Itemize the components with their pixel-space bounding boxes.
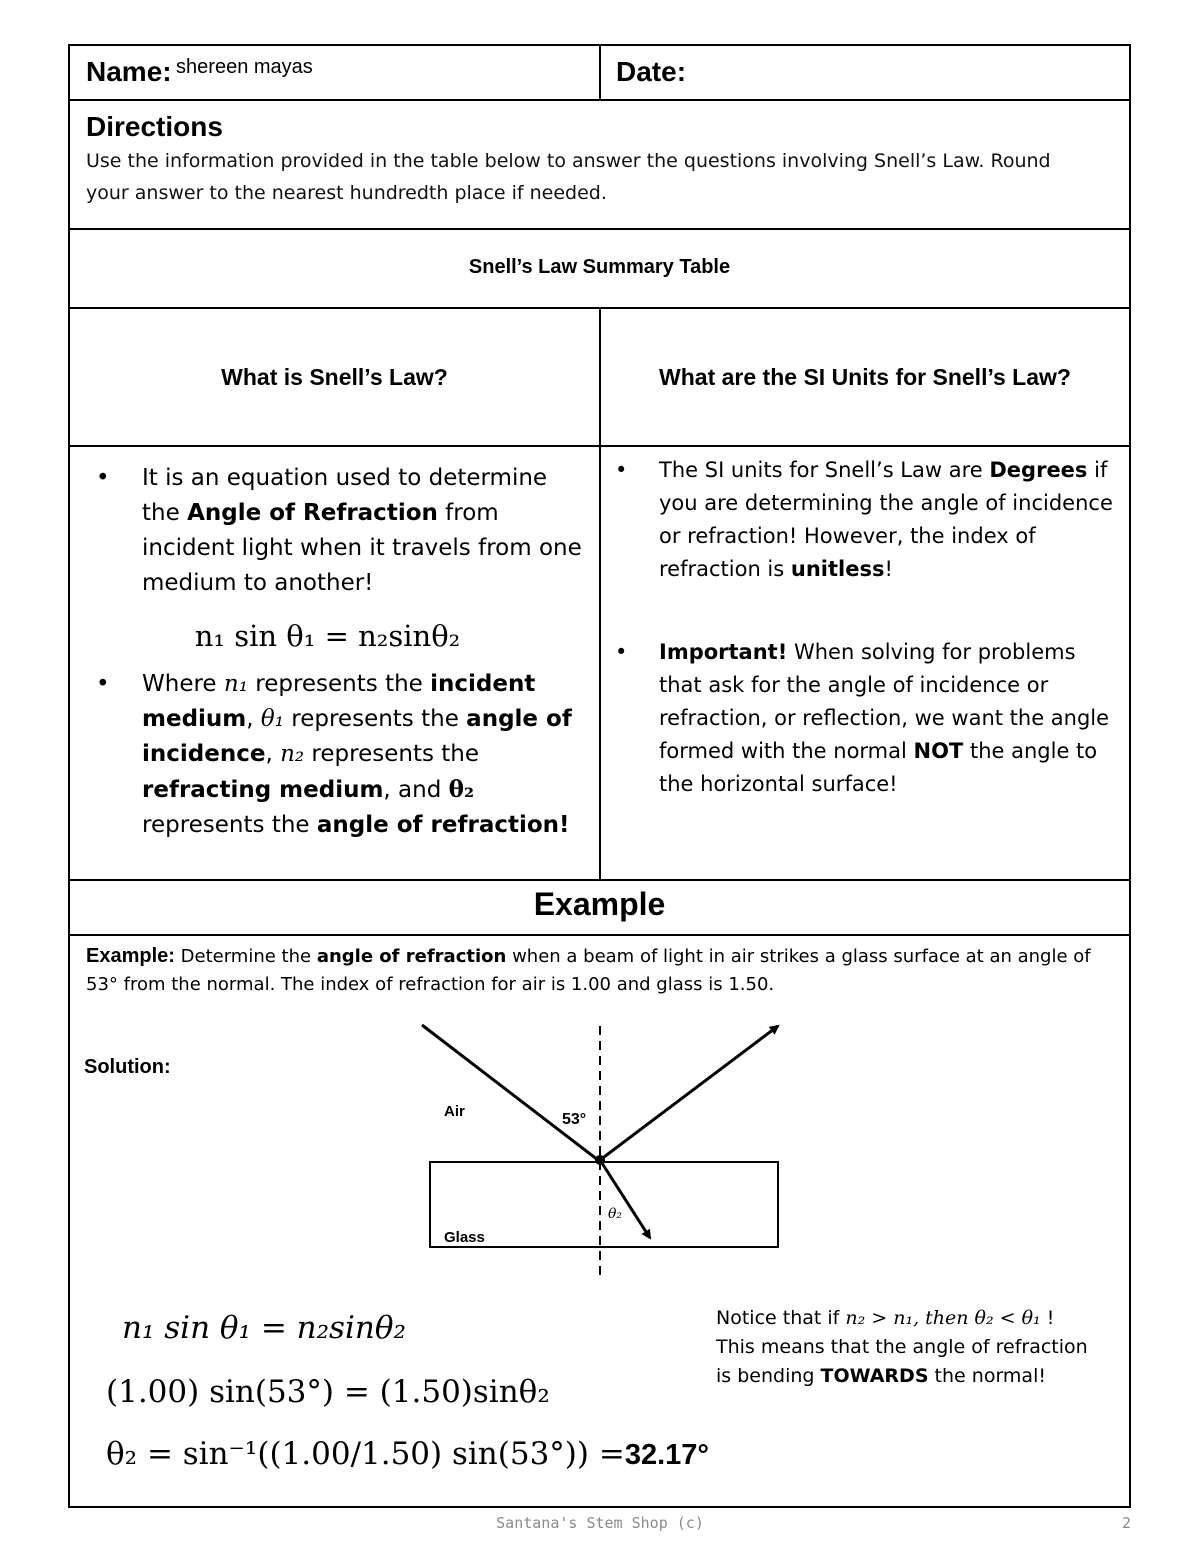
directions-section	[86, 109, 1126, 209]
bold-term: Angle of Refraction	[187, 500, 438, 526]
example-question	[86, 942, 1121, 999]
air-label: Air	[444, 1103, 465, 1120]
directions-line-2: your answer to the nearest hundredth place if needed.	[86, 182, 607, 204]
divider	[70, 99, 1129, 101]
refracted-ray	[600, 1160, 650, 1238]
text-run: Where	[142, 671, 224, 697]
text-run: When solving for problems that ask for the angle of incidence or refraction, or reflection, we want the angle formed with the normal	[659, 640, 1110, 763]
text-run: if you are determining the angle of incidence or refraction! However, the index of refraction is	[659, 458, 1113, 581]
theta2-label: θ₂	[608, 1206, 623, 1222]
text-run: represents the	[142, 812, 317, 838]
left-heading: What is Snell’s Law?	[221, 364, 448, 390]
right-heading: What are the SI Units for Snell’s Law?	[659, 364, 1071, 390]
list-item	[601, 636, 1115, 801]
equation-3-expression: θ₂ = sin⁻¹((1.00/1.50) sin(53°)) =	[106, 1436, 625, 1472]
page-number: 2	[1122, 1514, 1132, 1532]
bold-term: refracting medium	[142, 777, 384, 803]
date-label: Date:	[616, 56, 687, 87]
text-run: Notice that if	[716, 1307, 846, 1329]
glass-label: Glass	[444, 1229, 485, 1246]
text-run: !	[1040, 1307, 1055, 1329]
refraction-diagram	[410, 1016, 830, 1286]
list-item	[70, 667, 585, 843]
math-symbol: θ₂	[448, 776, 475, 803]
angle-label: 53°	[562, 1111, 587, 1128]
text-run: ,	[265, 741, 281, 767]
directions-title: Directions	[86, 111, 223, 142]
solution-label: Solution:	[84, 1056, 171, 1078]
math-symbol: n₁	[223, 671, 248, 697]
directions-line-1: Use the information provided in the table below to answer the questions involving Snell’s Law. Round	[86, 150, 1051, 172]
incident-ray	[422, 1025, 598, 1160]
bold-term: angle of refraction!	[316, 812, 570, 838]
bold-term: angle of incidence	[142, 706, 572, 767]
bold-term: incident medium	[142, 671, 536, 732]
math-symbol: n₂ > n₁, then θ₂ < θ₁	[845, 1307, 1041, 1329]
text-run: represents the	[304, 741, 480, 767]
text-run: the normal!	[928, 1365, 1046, 1387]
name-label: Name:	[86, 56, 172, 87]
divider	[70, 228, 1129, 230]
left-column-content	[70, 461, 599, 843]
text-run: represents the	[283, 706, 467, 732]
snells-law-formula: n₁ sin θ₁ = n₂sinθ₂	[194, 619, 461, 653]
text-run: Determine the	[174, 946, 317, 967]
bullet-icon: •	[96, 465, 110, 491]
name-field	[86, 56, 586, 88]
text-run: 53° from the normal. The index of refraction for air is 1.00 and glass is 1.50.	[86, 974, 775, 995]
list-item	[70, 461, 585, 601]
text-run: , and	[383, 777, 449, 803]
name-value: shereen mayas	[176, 56, 313, 78]
text-run: !	[884, 557, 893, 581]
equation-1: n₁ sin θ₁ = n₂sinθ₂	[122, 1310, 406, 1346]
final-answer: 32.17°	[624, 1439, 709, 1471]
bold-term: Important!	[659, 640, 788, 664]
reflected-ray	[600, 1026, 778, 1160]
bullet-icon: •	[615, 640, 628, 664]
bold-term: angle of refraction	[316, 946, 507, 967]
list-item	[601, 454, 1115, 586]
text-run: the angle to the horizontal surface!	[659, 739, 1098, 796]
bullet-icon: •	[615, 458, 628, 482]
bold-term: TOWARDS	[820, 1365, 929, 1387]
footer-credit: Santana's Stem Shop (c)	[496, 1514, 704, 1532]
text-run: This means that the angle of refraction	[716, 1336, 1088, 1358]
divider	[70, 934, 1129, 936]
bullet-icon: •	[96, 671, 110, 697]
math-symbol: n₂	[280, 741, 305, 767]
right-column-content	[601, 454, 1129, 801]
text-run: when a beam of light in air strikes a glass surface at an angle of	[506, 946, 1091, 967]
example-title: Example	[533, 886, 666, 922]
example-label: Example:	[86, 945, 175, 967]
bold-term: Degrees	[989, 458, 1088, 482]
bold-term: unitless	[790, 557, 885, 581]
bold-term: NOT	[913, 739, 964, 763]
divider	[70, 879, 1129, 881]
math-symbol: θ₁	[260, 706, 284, 732]
equation-2: (1.00) sin(53°) = (1.50)sinθ₂	[106, 1374, 550, 1410]
worksheet	[68, 44, 1131, 1508]
text-run: is bending	[716, 1365, 821, 1387]
text-run: The SI units for Snell’s Law are	[659, 458, 990, 482]
summary-table-title: Snell’s Law Summary Table	[468, 256, 731, 278]
text-run: represents the	[247, 671, 431, 697]
incidence-point	[595, 1155, 605, 1165]
text-run: It is an equation used to determine the	[142, 465, 548, 526]
text-run: ,	[246, 706, 261, 732]
text-run: from incident light when it travels from one medium to another!	[142, 500, 582, 596]
date-field	[616, 56, 1116, 88]
divider	[599, 46, 601, 99]
notice-box	[716, 1304, 1126, 1391]
equation-3	[106, 1436, 709, 1472]
